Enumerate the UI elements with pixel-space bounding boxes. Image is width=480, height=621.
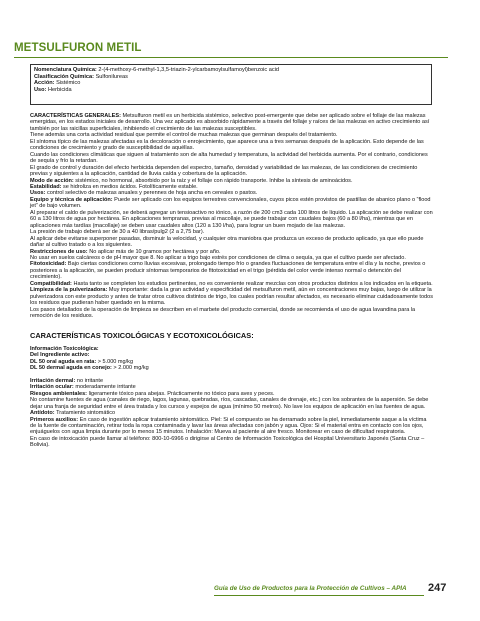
paragraph xyxy=(30,261,434,280)
document-title: METSULFURON METIL xyxy=(14,42,142,54)
info-action: Acción: Sistémico xyxy=(34,80,81,87)
toxicology-section xyxy=(30,346,434,449)
paragraph-text: Tiene además una corta actividad residual que permite el control de muchas malezas que germinan después del tratamiento. xyxy=(30,132,338,139)
paragraph-text: Al aplicar debe evitarse superponer pasadas, disminuir la velocidad, y cualquier otra maniobra que produzca un exceso de producto aplicado, ya que ello puede dañar al cultivo tratado o a los siguientes. xyxy=(30,235,424,249)
paragraph-text: > 5.000 mg/kg xyxy=(96,358,134,365)
paragraph-text: En caso de intoxicación puede llamar al teléfono: 800-10-6966 o dirigirse al Centro de Información Toxicológica del Hospital Universitario Japonés (Santa Cruz – Bolivia). xyxy=(30,435,425,449)
paragraph-label: Antídoto: xyxy=(30,410,55,417)
chemical-info-box xyxy=(30,64,432,105)
general-characteristics xyxy=(30,113,434,320)
paragraph-label: Irritación dermal: xyxy=(30,377,76,384)
paragraph-text: Tratamiento sintomático xyxy=(54,410,116,417)
paragraph-text: En caso de ingestión aplicar tratamiento sintomático. Piel: Si el compuesto se ha derramado sobre la piel, inmediatamente saque a la víctima de la fuente de contaminación, retirar toda la ropa contaminada y lavar las áreas afectadas con jabón y agua. Ojos: Si el material entra en contacto con los ojos, enjuáguelos con agua limpia durante por lo menos 15 minutos. Inhalación: Mueva al paciente al aire fresco. Monitorear en caso de dificultad respiratoria. xyxy=(30,416,427,436)
paragraph-text: La presión de trabajo deberá ser de 30 a 40 libras/pulg2 (2 a 2,75 bar). xyxy=(30,229,205,236)
paragraph-label: Riesgos ambientales: xyxy=(30,390,88,397)
paragraph-label: Compatibilidad: xyxy=(30,280,72,287)
paragraph-text: control selectivo de malezas anuales y perennes de hoja ancha en cereales o pastos. xyxy=(45,190,258,197)
paragraph xyxy=(30,417,434,436)
paragraph-text: Al preparar el caldo de pulverización, se deberá agregar un tensioactivo no iónico, a razón de 200 cm3 cada 100 litros de líquido. La aplicación se debe realizar con 60 a 130 litros de agua por hectárea. En aplicaciones tempranas, previas al macollaje, se puede trabajar con caudales bajos (60 a 80 l/ha), mientras que en aplicaciones más tardías (macollaje) se deben usar caudales altos (120 a 130 l/ha), para lograr un buen mojado de las malezas. xyxy=(30,209,433,229)
paragraph-text: El grado de control y duración del efecto herbicida dependen del espectro, tamaño, densidad y variabilidad de las malezas, de las condiciones de crecimiento previas y siguientes a la aplicación, cantidad de lluvia caída y cobertura de la aplicación. xyxy=(30,164,418,178)
paragraph xyxy=(30,165,434,178)
paragraph-text: El síntoma típico de las malezas afectadas es la decoloración o enrojecimiento, que aparece una a tres semanas después de la aplicación. Esto depende de las condiciones de crecimiento y grado de susceptibilidad de aquéllas. xyxy=(30,138,424,152)
paragraph xyxy=(30,210,434,229)
info-nomenclature: Nomenclatura Química: 2-(4-methoxy-6-methyl-1,3,5-triazin-2-ylcarbamoylsulfamoyl)benzoic acid xyxy=(34,67,279,73)
paragraph-label: Fitotoxicidad: xyxy=(30,261,67,268)
paragraph-text: no irritante xyxy=(75,377,104,384)
paragraph-label: DL 50 dermal aguda en conejo: xyxy=(30,365,112,372)
paragraph xyxy=(30,236,434,249)
info-classification: Clasificación Química: Sulfonilureas xyxy=(34,73,128,80)
paragraph-text: Puede ser aplicado con los equipos terrestres convencionales, cuyos picos estén provistos de pastillas de abanico plano o “flood jet” de bajo volumen. xyxy=(30,196,431,210)
paragraph-text: ligeramente tóxico para abejas. Prácticamente no tóxico para aves y peces. xyxy=(87,390,275,397)
paragraph-text: Muy importante: dada la gran actividad y especificidad del metsulfuron metil, aún en concentraciones muy bajas, luego de utilizar la pulverizadora con este producto y antes de tratar otros cultivos distintos de trigo, los cuales podrían resultar afectados, es necesario eliminar cuidadosamente todos los residuos que pudieran haber quedado en la misma. xyxy=(30,287,433,307)
info-use: Uso: Herbicida xyxy=(34,86,72,93)
paragraph-text: No aplicar más de 10 gramos por hectárea y por año. xyxy=(87,248,221,255)
page-number: 247 xyxy=(428,582,447,594)
paragraph-text: Metsulfuron metil es un herbicida sistémico, selectivo post-emergente que debe ser aplicado sobre el follaje de las malezas emergidas, en los estados iniciales de desarrollo. Una vez aplicado es absorbido rápidamente a través del follaje y raíces de las malezas en activo crecimiento así también por las raicillas superficiales, inhibiendo el crecimiento de las malezas susceptibles. xyxy=(30,113,430,132)
paragraph-label: Irritación ocular: xyxy=(30,384,74,391)
paragraph-label: Limpieza de la pulverizadora: xyxy=(30,287,108,294)
paragraph-text: moderadamente irritante xyxy=(73,384,136,391)
paragraph xyxy=(30,113,434,132)
paragraph xyxy=(30,287,434,306)
toxicology-details-block xyxy=(30,378,434,449)
paragraph-label: Estabilidad: xyxy=(30,183,62,190)
paragraph xyxy=(30,197,434,210)
paragraph-label: Primeros auxilios: xyxy=(30,416,79,423)
paragraph xyxy=(30,307,434,320)
paragraph xyxy=(30,436,434,449)
paragraph-text: sistémico, no hormonal, absorbido por la raíz y el follaje con rápido transporte. Inhibe la síntesis de aminoácidos. xyxy=(73,177,353,184)
paragraph-text: Cuando las condiciones climáticas que siguen al tratamiento son de alta humedad y temperatura, la actividad del herbicida aumenta. Por el contrario, condiciones de sequía y frío la retardan. xyxy=(30,151,428,165)
paragraph-label: Equipo y técnica de aplicación: xyxy=(30,196,113,203)
paragraph-label: DL 50 oral aguda en rata: xyxy=(30,358,97,365)
paragraph-label: Modo de acción: xyxy=(30,177,74,184)
paragraph-label: Restricciones de uso: xyxy=(30,248,88,255)
toxicology-heading: CARACTERÍSTICAS TOXICOLÓGICAS Y ECOTOXICOLÓGICAS: xyxy=(30,331,254,340)
paragraph xyxy=(30,397,434,410)
toxicology-info-block xyxy=(30,346,434,372)
paragraph-text: Hasta tanto se completen los estudios pertinentes, no es conveniente realizar mezclas con otros productos distintos a los indicados en la etiqueta. xyxy=(71,280,433,287)
paragraph-text: No contamine fuentes de agua (canales de riego, lagos, lagunas, quebradas, ríos, cascadas, canales de drenaje, etc.) con los sobrantes de la aspersión. Se debe dejar una franja de seguridad entre el área tratada y los cursos y espejos de agua (mínimo 50 metros). No lave los equipos de aplicación en las fuentes de agua. xyxy=(30,397,429,410)
paragraph-label: Usos: xyxy=(30,190,46,197)
paragraph-text: se hidroliza en medios ácidos. Fotolíticamente estable. xyxy=(61,183,198,190)
paragraph-text: Los pasos detallados de la operación de limpieza se describen en el marbete del producto comercial, donde se recomienda el uso de agua lavandina para la remoción de los residuos. xyxy=(30,306,416,320)
paragraph-label: Del Ingrediente activo: xyxy=(30,352,90,359)
footer-title: Guía de Uso de Productos para la Protección de Cultivos – APIA xyxy=(214,585,407,592)
paragraph-text: > 2.000 mg/kg xyxy=(111,365,149,372)
title-underline xyxy=(14,57,448,58)
paragraph xyxy=(30,152,434,165)
footer-underline xyxy=(214,595,424,596)
paragraph xyxy=(30,139,434,152)
paragraph-label: CARACTERÍSTICAS GENERALES: xyxy=(30,113,121,119)
paragraph-text: Bajo ciertas condiciones como lluvias excesivas, prolongado tiempo frío o grandes fluctuaciones de temperatura entre el día y la noche, previos o posteriores a la aplicación, se pueden producir síntomas temporarios de fitotoxicidad en el trigo (pérdida del color verde intenso normal o detención del crecimiento). xyxy=(30,261,426,281)
paragraph-label: Información Toxicológica: xyxy=(30,346,99,352)
paragraph-text: No usar en suelos calcáreos o de pH mayor que 8. No aplicar a trigo bajo estrés por condiciones de clima o sequía, ya que el cultivo puede ser afectado. xyxy=(30,254,406,261)
